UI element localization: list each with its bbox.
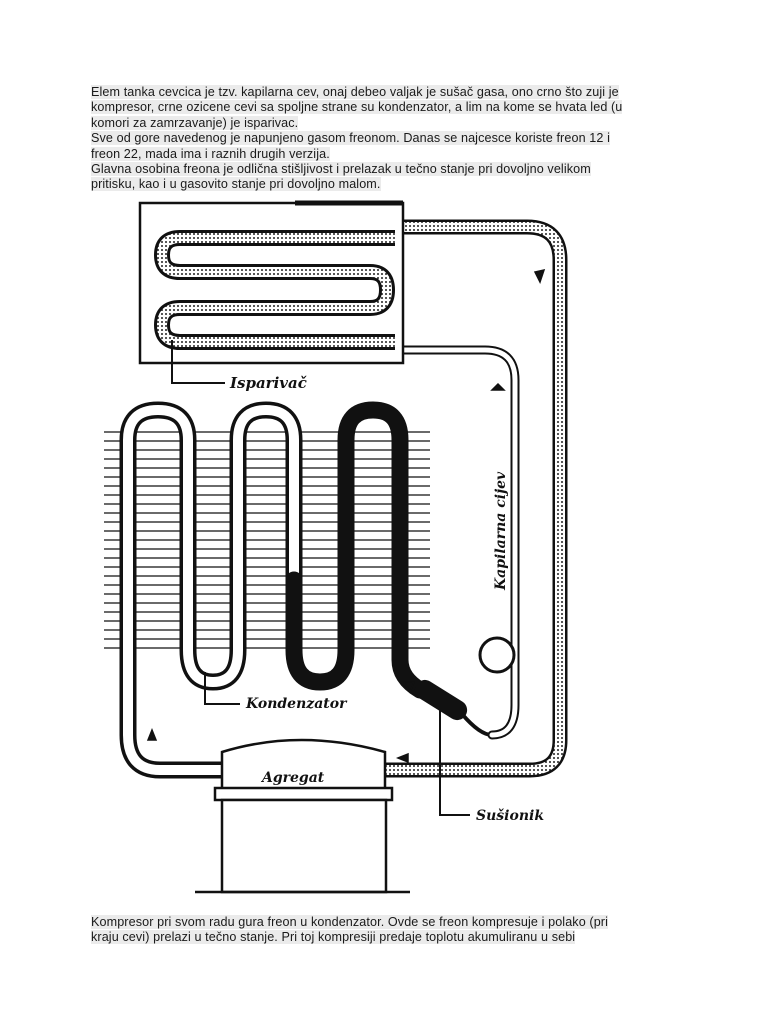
accumulator-circle [480, 638, 514, 672]
intro-line: komori za zamrzavanje) je isparivac. [91, 115, 299, 130]
condenser-coil [128, 410, 420, 770]
condenser-fins [104, 432, 430, 648]
intro-line: Glavna osobina freona je odlična stišljivost i prelazak u tečno stanje pri dovoljno velikom [91, 162, 591, 177]
outro-line: kraju cevi) prelazi u tečno stanje. Pri toj kompresiji predaje toplotu akumuliranu u sebi [91, 930, 576, 945]
intro-line: pritisku, kao i u gasovito stanje pri dovoljno malom. [91, 177, 381, 192]
label-agregat: Agregat [262, 770, 325, 786]
outro-line: Kompresor pri svom radu gura freon u kondenzator. Ovde se freon kompresuje i polako (pri [91, 915, 609, 929]
intro-line: kompresor, crne ozicene cevi sa spoljne strane su kondenzator, a lim na kome se hvata led (u [91, 100, 623, 115]
outro-paragraph [91, 915, 681, 946]
evaporator [140, 203, 403, 363]
compressor [195, 740, 410, 892]
intro-line: Elem tanka cevcica je tzv. kapilarna cev, onaj debeo valjak je sušač gasa, ono crno što zuji je [91, 85, 619, 99]
label-isparivac: Isparivač [230, 374, 307, 392]
intro-line: freon 22, mada ima i raznih drugih verzija. [91, 146, 330, 161]
label-kondenzator: Kondenzator [246, 696, 347, 712]
label-kapilarna-cijev: Kapilarna cijev [493, 471, 509, 590]
dryer-filter [411, 676, 492, 735]
label-susionik: Sušionik [476, 808, 545, 824]
intro-line: Sve od gore navedenog je napunjeno gasom freonom. Danas se najcesce koriste freon 12 i [91, 131, 610, 146]
